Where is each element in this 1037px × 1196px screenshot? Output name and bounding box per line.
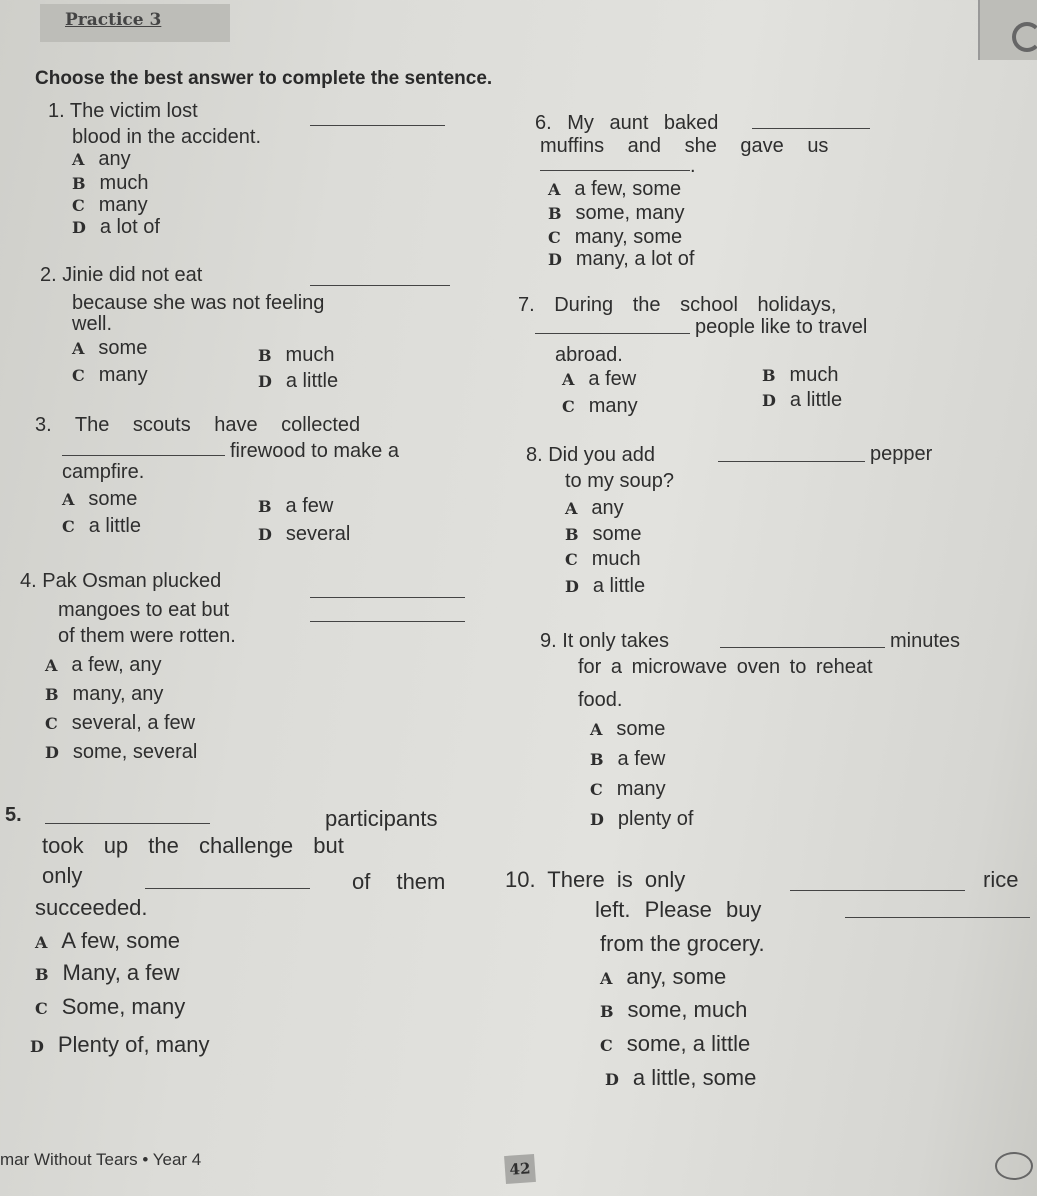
option-a[interactable]: A any: [565, 497, 624, 519]
option-b[interactable]: B many, any: [45, 683, 164, 705]
option-b[interactable]: B some: [565, 523, 642, 545]
page-title: Practice 3: [65, 10, 162, 30]
option-d[interactable]: D a little, some: [605, 1065, 757, 1090]
question-stem: firewood to make a: [230, 440, 399, 462]
chapter-tab-icon: [1012, 22, 1037, 52]
answer-blank: [310, 597, 465, 598]
page-number: 42: [504, 1154, 536, 1184]
option-c[interactable]: C Some, many: [35, 994, 186, 1019]
option-b[interactable]: B much: [258, 344, 335, 366]
question-stem: for a microwave oven to reheat: [578, 656, 873, 678]
option-d[interactable]: D a little: [565, 575, 646, 597]
option-b[interactable]: B much: [72, 172, 149, 194]
question-stem: abroad.: [555, 344, 623, 366]
option-c[interactable]: C many: [590, 778, 666, 800]
option-c[interactable]: C a little: [62, 515, 141, 537]
option-c[interactable]: C some, a little: [600, 1031, 751, 1056]
question-stem: people like to travel: [695, 316, 868, 338]
answer-blank: [540, 170, 690, 171]
option-c[interactable]: C much: [565, 548, 641, 570]
answer-blank: [535, 333, 690, 334]
question-stem: .: [690, 155, 696, 177]
question-stem: mangoes to eat but: [58, 599, 230, 621]
question-stem: 4. Pak Osman plucked: [20, 570, 222, 592]
option-a[interactable]: A some: [590, 718, 666, 740]
answer-blank: [45, 823, 210, 824]
answer-blank: [845, 917, 1030, 918]
answer-blank: [62, 455, 225, 456]
option-a[interactable]: A any: [72, 148, 131, 170]
question-stem: minutes: [890, 630, 961, 652]
option-b[interactable]: B a few: [258, 495, 334, 517]
option-b[interactable]: B Many, a few: [35, 960, 180, 985]
answer-blank: [145, 888, 310, 889]
question-stem: muffins and she gave us: [540, 135, 829, 157]
answer-blank: [310, 285, 450, 286]
question-stem: succeeded.: [35, 895, 148, 920]
question-stem: 2. Jinie did not eat: [40, 264, 203, 286]
question-stem: only: [42, 863, 83, 888]
instruction: Choose the best answer to complete the sentence.: [35, 68, 493, 89]
option-d[interactable]: D Plenty of, many: [30, 1032, 210, 1057]
question-stem: 6. My aunt baked: [535, 112, 719, 134]
question-stem: because she was not feeling: [72, 292, 325, 314]
question-stem: of them: [352, 869, 446, 894]
option-d[interactable]: D a lot of: [72, 216, 160, 238]
question-stem: rice: [983, 867, 1019, 892]
question-stem: to my soup?: [565, 470, 674, 492]
option-a[interactable]: A a few, any: [45, 654, 162, 676]
publisher-logo: [995, 1152, 1033, 1180]
question-stem: left. Please buy: [595, 897, 762, 922]
answer-blank: [310, 621, 465, 622]
answer-blank: [752, 128, 870, 129]
question-stem: of them were rotten.: [58, 625, 236, 647]
option-b[interactable]: B some, much: [600, 997, 748, 1022]
option-a[interactable]: A A few, some: [35, 928, 181, 953]
question-stem: took up the challenge but: [42, 833, 344, 858]
option-d[interactable]: D plenty of: [590, 808, 694, 830]
option-d[interactable]: D a little: [762, 389, 843, 411]
answer-blank: [718, 461, 865, 462]
question-stem: 10. There is only: [505, 867, 686, 892]
question-stem: 3. The scouts have collected: [35, 414, 361, 436]
option-b[interactable]: B a few: [590, 748, 666, 770]
option-a[interactable]: A any, some: [600, 964, 727, 989]
option-c[interactable]: C many: [72, 364, 148, 386]
option-a[interactable]: A some: [62, 488, 138, 510]
option-d[interactable]: D several: [258, 523, 351, 545]
question-stem: blood in the accident.: [72, 126, 262, 148]
question-stem: from the grocery.: [600, 931, 765, 956]
option-c[interactable]: C many, some: [548, 226, 683, 248]
question-stem: pepper: [870, 443, 933, 465]
option-c[interactable]: C many: [72, 194, 148, 216]
book-title: mar Without Tears • Year 4: [0, 1150, 202, 1169]
question-stem: 1. The victim lost: [48, 100, 198, 122]
question-number: 5.: [5, 804, 22, 826]
option-c[interactable]: C many: [562, 395, 638, 417]
answer-blank: [720, 647, 885, 648]
answer-blank: [790, 890, 965, 891]
question-stem: participants: [325, 806, 438, 831]
option-c[interactable]: C several, a few: [45, 712, 196, 734]
option-a[interactable]: A a few: [562, 368, 637, 390]
option-d[interactable]: D a little: [258, 370, 339, 392]
option-a[interactable]: A some: [72, 337, 148, 359]
question-stem: 7. During the school holidays,: [518, 294, 837, 316]
option-a[interactable]: A a few, some: [548, 178, 682, 200]
question-stem: 9. It only takes: [540, 630, 669, 652]
question-stem: 8. Did you add: [526, 444, 655, 466]
question-stem: campfire.: [62, 461, 145, 483]
question-stem: food.: [578, 689, 623, 711]
option-b[interactable]: B much: [762, 364, 839, 386]
option-d[interactable]: D some, several: [45, 741, 198, 763]
option-d[interactable]: D many, a lot of: [548, 248, 695, 270]
option-b[interactable]: B some, many: [548, 202, 685, 224]
question-stem: well.: [72, 313, 113, 335]
answer-blank: [310, 125, 445, 126]
